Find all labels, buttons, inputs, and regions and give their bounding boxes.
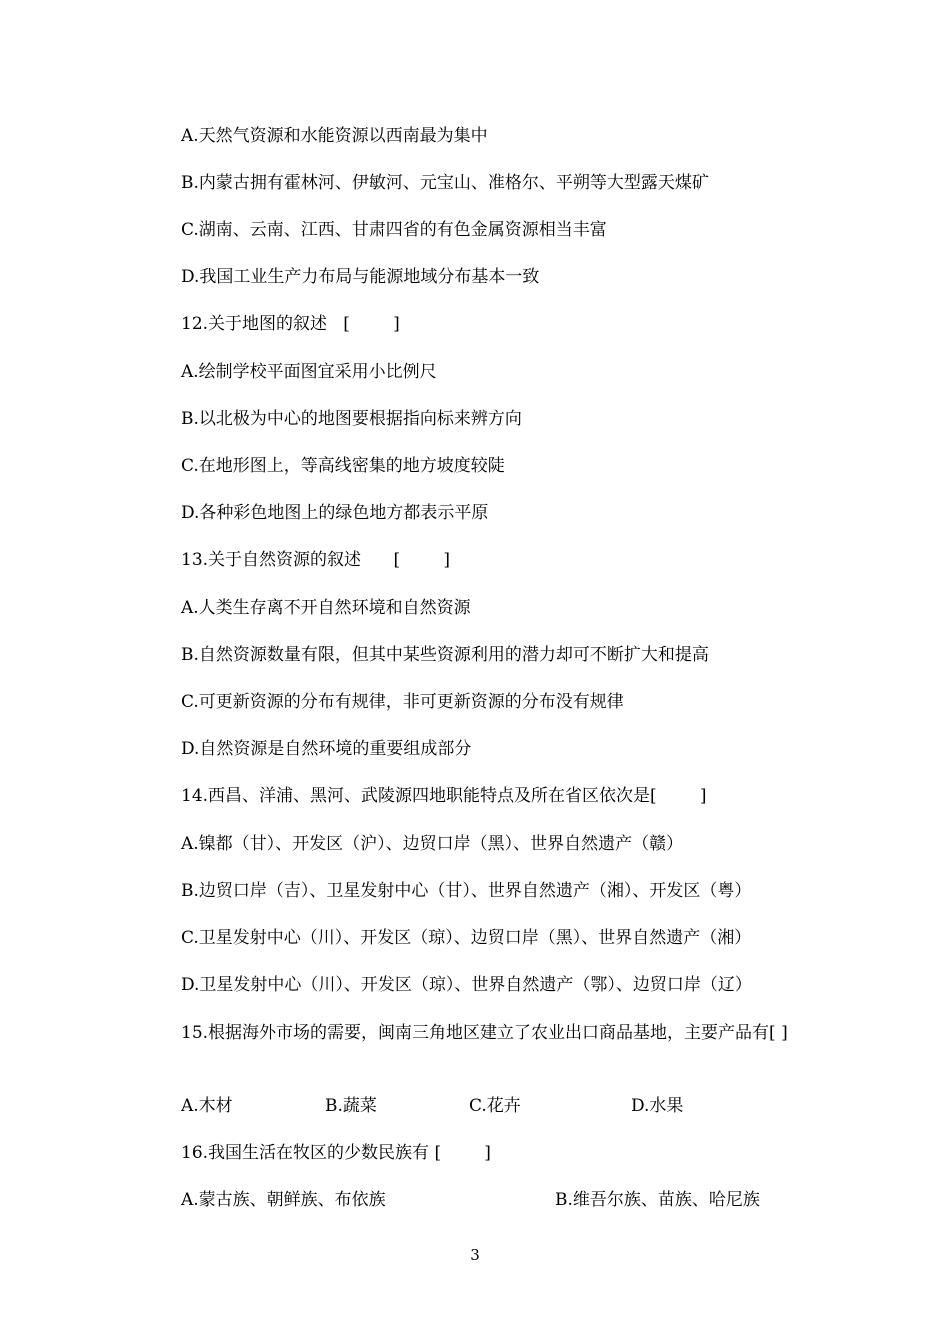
q14-option-c: C.卫星发射中心（川）、开发区（琼）、边贸口岸（黑）、世界自然遗产（湘） <box>181 928 752 948</box>
q12-option-b: B.以北极为中心的地图要根据指向标来辨方向 <box>181 409 522 429</box>
q13-stem: 13.关于自然资源的叙述 [ ] <box>181 550 450 570</box>
q13-option-b: B.自然资源数量有限，但其中某些资源利用的潜力却可不断扩大和提高 <box>181 645 709 665</box>
q14-stem: 14.西昌、洋浦、黑河、武陵源四地职能特点及所在省区依次是[ ] <box>181 786 707 806</box>
q16-option-a: A.蒙古族、朝鲜族、布依族 <box>181 1190 386 1210</box>
q16-stem: 16.我国生活在牧区的少数民族有 [ ] <box>181 1143 491 1163</box>
q11-option-b: B.内蒙古拥有霍林河、伊敏河、元宝山、准格尔、平朔等大型露天煤矿 <box>181 173 709 193</box>
q11-option-c: C.湖南、云南、江西、甘肃四省的有色金属资源相当丰富 <box>181 220 607 240</box>
q13-option-a: A.人类生存离不开自然环境和自然资源 <box>181 598 471 618</box>
q14-option-a: A.镍都（甘）、开发区（沪）、边贸口岸（黑）、世界自然遗产（赣） <box>181 834 684 854</box>
q13-option-c: C.可更新资源的分布有规律，非可更新资源的分布没有规律 <box>181 692 624 712</box>
q11-option-a: A.天然气资源和水能资源以西南最为集中 <box>181 126 488 146</box>
q13-option-d: D.自然资源是自然环境的重要组成部分 <box>181 739 472 759</box>
q15-option-b: B.蔬菜 <box>325 1096 377 1116</box>
q12-option-c: C.在地形图上，等高线密集的地方坡度较陡 <box>181 456 505 476</box>
q15-stem: 15.根据海外市场的需要，闽南三角地区建立了农业出口商品基地，主要产品有[ ] <box>181 1023 788 1043</box>
q16-option-b: B.维吾尔族、苗族、哈尼族 <box>555 1190 760 1210</box>
q11-option-d: D.我国工业生产力布局与能源地域分布基本一致 <box>181 267 540 287</box>
q12-option-a: A.绘制学校平面图宜采用小比例尺 <box>181 362 437 382</box>
q15-option-a: A.木材 <box>181 1096 233 1116</box>
page-number: 3 <box>470 1246 480 1264</box>
q12-option-d: D.各种彩色地图上的绿色地方都表示平原 <box>181 503 489 523</box>
q12-stem: 12.关于地图的叙述 [ ] <box>181 314 400 334</box>
q14-option-b: B.边贸口岸（吉）、卫星发射中心（甘）、世界自然遗产（湘）、开发区（粤） <box>181 881 752 901</box>
q15-option-c: C.花卉 <box>469 1096 521 1116</box>
q14-option-d: D.卫星发射中心（川）、开发区（琼）、世界自然遗产（鄂）、边贸口岸（辽） <box>181 975 752 995</box>
q15-option-d: D.水果 <box>631 1096 684 1116</box>
